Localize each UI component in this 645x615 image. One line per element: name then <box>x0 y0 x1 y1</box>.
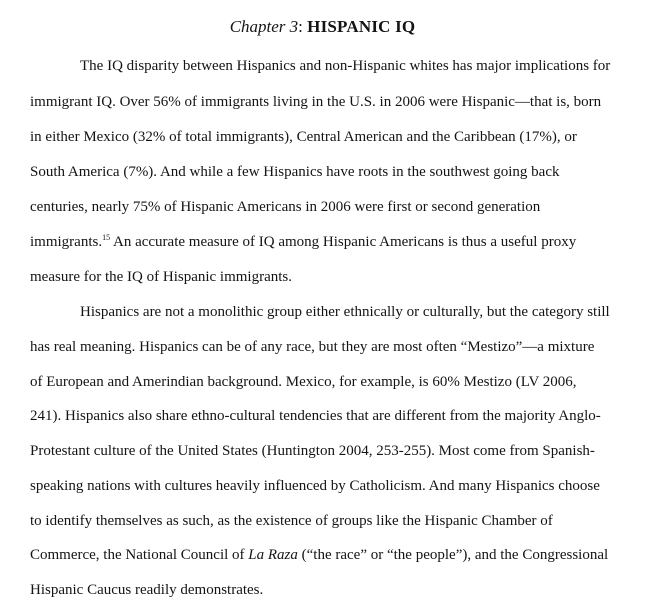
paragraph-2-line-7: to identify themselves as such, as the existence of groups like the Hispanic Chamber of <box>30 513 553 529</box>
line-8-text-start: Commerce, the National Council of <box>30 547 249 563</box>
paragraph-1-line-3: in either Mexico (32% of total immigrants), Central American and the Caribbean (17%), or <box>30 129 577 145</box>
footnote-marker: 15 <box>102 233 111 242</box>
paragraph-2-line-8 <box>30 545 608 565</box>
heading-separator: : <box>298 17 308 36</box>
paragraph-2-line-2: has real meaning. Hispanics can be of any race, but they are most often “Mestizo”—a mixture <box>30 339 595 355</box>
paragraph-2-line-5: Protestant culture of the United States (Huntington 2004, 253-255). Most come from Spanish- <box>30 443 595 459</box>
paragraph-1-line-4: South America (7%). And while a few Hispanics have roots in the southwest going back <box>30 164 560 180</box>
paragraph-2-line-4: 241). Hispanics also share ethno-cultural tendencies that are different from the majority Anglo- <box>30 408 601 424</box>
chapter-label: Chapter 3 <box>229 17 299 36</box>
line-6-text-start: immigrants. <box>30 234 103 250</box>
la-raza-italic: La Raza <box>248 547 298 563</box>
paragraph-1-line-6 <box>30 232 576 252</box>
paragraph-1-line-1: The IQ disparity between Hispanics and non-Hispanic whites has major implications for <box>80 58 611 74</box>
paragraph-2-line-6: speaking nations with cultures heavily influenced by Catholicism. And many Hispanics choose <box>30 478 600 494</box>
paragraph-1-line-5: centuries, nearly 75% of Hispanic Americans in 2006 were first or second generation <box>30 199 541 215</box>
paragraph-2-line-9: Hispanic Caucus readily demonstrates. <box>30 582 264 598</box>
paragraph-1-line-2: immigrant IQ. Over 56% of immigrants living in the U.S. in 2006 were Hispanic—that is, born <box>30 94 602 110</box>
paragraph-1-line-7: measure for the IQ of Hispanic immigrants. <box>30 269 293 285</box>
line-8-text-end: (“the race” or “the people”), and the Congressional <box>297 547 609 563</box>
paragraph-2-line-1: Hispanics are not a monolithic group either ethnically or culturally, but the category still <box>80 304 610 320</box>
chapter-heading <box>0 16 645 38</box>
chapter-title: HISPANIC IQ <box>307 17 416 36</box>
paragraph-2-line-3: of European and Amerindian background. Mexico, for example, is 60% Mestizo (LV 2006, <box>30 374 577 390</box>
line-6-text-end: An accurate measure of IQ among Hispanic Americans is thus a useful proxy <box>110 234 577 250</box>
